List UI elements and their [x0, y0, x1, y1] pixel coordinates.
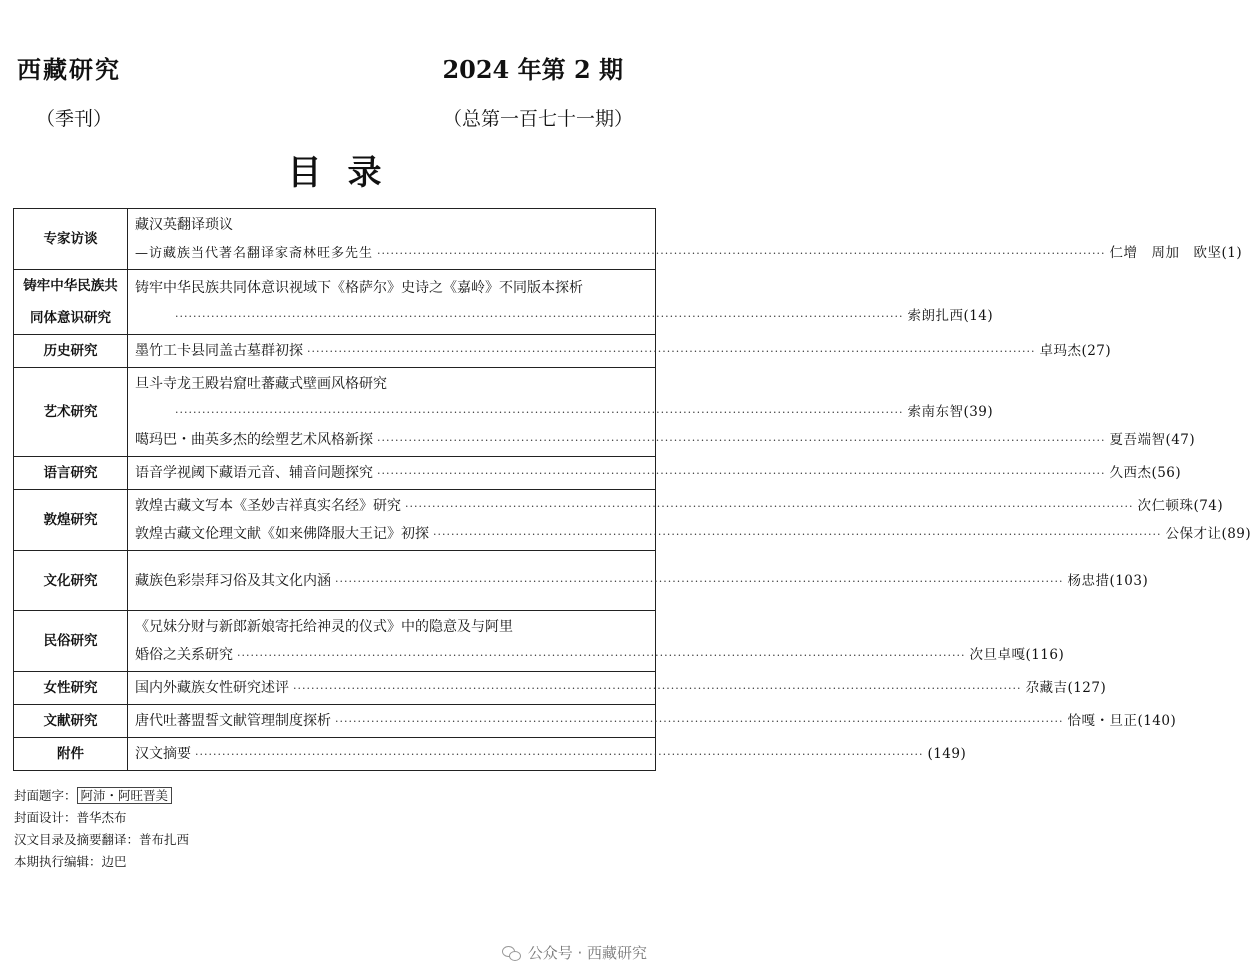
- toc-section: [14, 551, 656, 611]
- cover-calligraphy-label: 封面题字：: [14, 788, 77, 803]
- dot-leader: [237, 642, 965, 670]
- toc-section: [14, 705, 656, 738]
- toc-entry[interactable]: [135, 274, 649, 302]
- dot-leader: [377, 240, 1105, 268]
- dot-leader: [377, 427, 1105, 455]
- section-category: [14, 270, 128, 335]
- entry-title: 国内外藏族女性研究述评: [135, 680, 289, 696]
- toc-section: [14, 738, 656, 771]
- section-category: 民俗研究: [14, 611, 128, 672]
- toc-table: [13, 208, 1251, 771]
- toc-entry[interactable]: [135, 492, 1224, 520]
- section-category: 语言研究: [14, 457, 128, 490]
- toc-entry[interactable]: [135, 707, 1177, 735]
- entry-title: 噶玛巴・曲英多杰的绘塑艺术风格新探: [135, 432, 373, 448]
- entry-author-page: 索南东智(39): [907, 404, 994, 420]
- entry-author-page: 恰嘎・旦正(140): [1067, 713, 1177, 729]
- toc-entry[interactable]: [135, 567, 1149, 595]
- toc-entry[interactable]: [135, 337, 1112, 365]
- section-category: 敦煌研究: [14, 490, 128, 551]
- entry-author-page: 杨忠措(103): [1067, 572, 1149, 589]
- journal-name: 西藏研究: [17, 55, 121, 84]
- entry-title: 墨竹工卡县同盖古墓群初探: [135, 343, 303, 359]
- section-category: 女性研究: [14, 672, 128, 705]
- credits: [14, 785, 189, 873]
- toc-section: [14, 270, 656, 335]
- toc-section: [14, 490, 656, 551]
- entry-title: —访藏族当代著名翻译家斋林旺多先生: [135, 246, 374, 261]
- entry-author-page: 次仁顿珠(74): [1137, 498, 1224, 514]
- section-category: 附件: [14, 738, 128, 771]
- entry-title: 旦斗寺龙王殿岩窟吐蕃藏式壁画风格研究: [135, 376, 387, 392]
- quarterly-label: （季刊）: [36, 108, 113, 130]
- entry-title: 敦煌古藏文写本《圣妙吉祥真实名经》研究: [135, 498, 401, 514]
- toc-entry[interactable]: [135, 398, 994, 426]
- dot-leader: [335, 708, 1063, 736]
- section-category: 文献研究: [14, 705, 128, 738]
- section-category-line: 同体意识研究: [30, 310, 111, 326]
- entry-title: 藏汉英翻译琐议: [135, 217, 233, 233]
- cover-calligraphy-name: 阿沛・阿旺晋美: [77, 787, 173, 804]
- entry-title: 语音学视阈下藏语元音、辅音问题探究: [135, 465, 373, 481]
- entry-title: 《兄妹分财与新郎新娘寄托给神灵的仪式》中的隐意及与阿里: [135, 619, 513, 635]
- entry-title: 婚俗之关系研究: [135, 647, 233, 663]
- cover-design-credit: 封面设计：普华杰布: [14, 810, 127, 825]
- wechat-icon: [502, 945, 522, 961]
- entry-author-page: 久西杰(56): [1109, 465, 1182, 481]
- entry-title: 藏族色彩崇拜习俗及其文化内涵: [135, 572, 331, 589]
- translation-credit: 汉文目录及摘要翻译：普布扎西: [14, 832, 190, 847]
- toc-section: [14, 611, 656, 672]
- entry-author-page: 夏吾端智(47): [1109, 432, 1196, 448]
- entry-title: 唐代吐蕃盟誓文献管理制度探析: [135, 713, 331, 729]
- toc-entry[interactable]: [135, 520, 1251, 548]
- toc-entry[interactable]: [135, 302, 994, 330]
- entry-author-page: 次旦卓嘎(116): [969, 647, 1065, 663]
- entry-author-page: 仁增 周加 欧坚(1): [1109, 245, 1243, 261]
- entry-author-page: 卓玛杰(27): [1039, 343, 1112, 359]
- entry-author-page: 索朗扎西(14): [907, 308, 994, 324]
- entry-author-page: (149): [927, 746, 967, 762]
- issue-number: 2024 年第 2 期: [442, 55, 623, 84]
- entry-author-page: 尕藏吉(127): [1025, 680, 1107, 696]
- dot-leader: [335, 568, 1063, 596]
- toc-title: 目录: [287, 153, 408, 193]
- dot-leader: [377, 460, 1105, 488]
- toc-section: [14, 457, 656, 490]
- toc-entry[interactable]: [135, 613, 649, 641]
- section-category: 文化研究: [14, 551, 128, 611]
- toc-entry[interactable]: [135, 211, 649, 239]
- dot-leader: [307, 338, 1035, 366]
- toc-entry[interactable]: [135, 459, 1182, 487]
- entry-title: 敦煌古藏文伦理文献《如来佛降服大王记》初探: [135, 526, 429, 542]
- dot-leader: [293, 675, 1021, 703]
- toc-section: [14, 209, 656, 270]
- section-category: 艺术研究: [14, 368, 128, 457]
- total-issue-label: （总第一百七十一期）: [442, 108, 633, 130]
- toc-entry[interactable]: [135, 641, 1065, 669]
- toc-entry[interactable]: [135, 370, 649, 398]
- toc-entry[interactable]: [135, 674, 1107, 702]
- toc-entry[interactable]: [135, 740, 967, 768]
- toc-entry[interactable]: [135, 239, 1243, 267]
- dot-leader: [175, 303, 903, 331]
- watermark: [502, 942, 647, 963]
- toc-section: [14, 335, 656, 368]
- section-category: 历史研究: [14, 335, 128, 368]
- dot-leader: [433, 521, 1161, 549]
- toc-entry[interactable]: [135, 426, 1196, 454]
- dot-leader: [405, 493, 1133, 521]
- section-category: 专家访谈: [14, 209, 128, 270]
- toc-section: [14, 368, 656, 457]
- cover-calligraphy-credit: [14, 785, 189, 807]
- dot-leader: [195, 741, 923, 769]
- watermark-text: 公众号 · 西藏研究: [527, 944, 647, 962]
- toc-section: [14, 672, 656, 705]
- entry-title: 铸牢中华民族共同体意识视域下《格萨尔》史诗之《嘉岭》不同版本探析: [135, 280, 583, 296]
- entry-title: 汉文摘要: [135, 746, 191, 762]
- section-category-line: 铸牢中华民族共: [23, 278, 118, 294]
- entry-author-page: 公保才让(89): [1165, 526, 1251, 542]
- editor-credit: 本期执行编辑：边巴: [14, 854, 127, 869]
- dot-leader: [175, 399, 903, 427]
